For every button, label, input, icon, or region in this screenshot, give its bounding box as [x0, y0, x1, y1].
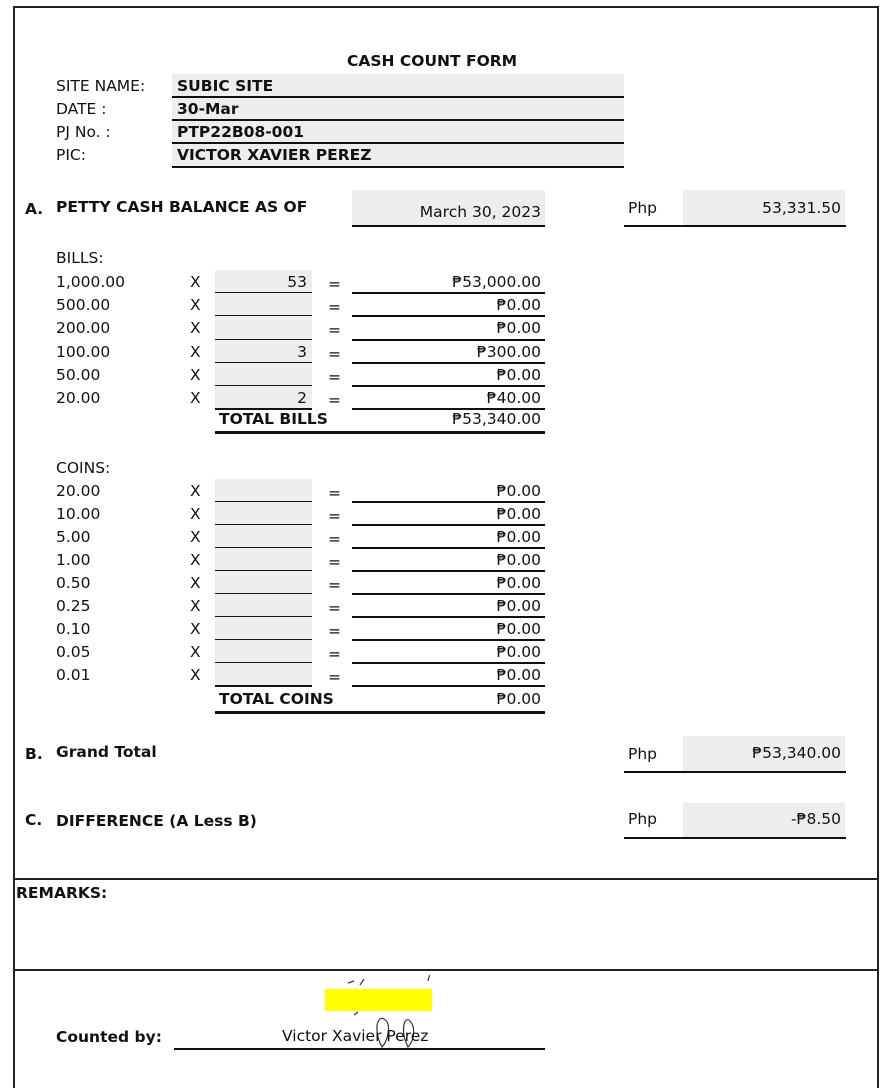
coins-header: COINS:: [56, 459, 111, 477]
bills-row-amount: ₱300.00: [476, 342, 541, 361]
section-a-date-underline: [352, 225, 545, 227]
quantity-cell: [215, 363, 312, 386]
coins-row-equals-sign: =: [328, 507, 341, 525]
bills-header: BILLS:: [56, 249, 104, 267]
total-bills-label: TOTAL BILLS: [219, 410, 328, 428]
bills-row-equals-sign: =: [328, 321, 341, 340]
coins-row-multiply-sign: X: [190, 620, 201, 638]
quantity-cell: [215, 594, 312, 617]
quantity-cell: [215, 316, 312, 339]
coins-row-equals-sign: =: [328, 622, 341, 640]
quantity-cell: [215, 663, 312, 686]
bills-row-equals-sign: =: [328, 391, 341, 409]
amount-underline: [352, 501, 545, 503]
amount-underline: [352, 570, 545, 572]
bills-row-equals-sign: =: [328, 275, 341, 293]
coins-row-amount: ₱0.00: [496, 528, 541, 546]
amount-underline: [352, 685, 545, 687]
bills-row-denomination: 20.00: [56, 389, 101, 407]
bills-row-multiply-sign: X: [190, 342, 201, 361]
coins-row-multiply-sign: X: [190, 482, 201, 500]
section-b-letter: B.: [25, 745, 43, 763]
coins-row-equals-sign: =: [328, 530, 341, 548]
bills-row-amount: ₱0.00: [496, 365, 541, 384]
section-c-label: DIFFERENCE (A Less B): [56, 812, 257, 830]
coins-row-amount: ₱0.00: [496, 666, 541, 684]
section-b-currency: Php: [628, 745, 658, 763]
coins-row-denomination: 10.00: [56, 505, 101, 523]
amount-underline: [352, 662, 545, 664]
amount-underline: [352, 315, 545, 317]
coins-row-multiply-sign: X: [190, 551, 201, 569]
amount-underline: [352, 339, 545, 341]
coins-row-amount: ₱0.00: [496, 574, 541, 592]
quantity-underline: [215, 685, 312, 687]
counted-by-name: Victor Xavier Perez: [282, 1027, 429, 1045]
bills-row-quantity: 53: [287, 273, 307, 291]
section-b-amount: ₱53,340.00: [752, 744, 841, 762]
coins-row-amount: ₱0.00: [496, 551, 541, 569]
section-c-letter: C.: [25, 811, 43, 829]
coins-row-denomination: 0.01: [56, 666, 91, 684]
section-a-date: March 30, 2023: [419, 203, 541, 221]
bills-row-amount: ₱40.00: [486, 389, 541, 407]
coins-row-denomination: 20.00: [56, 482, 101, 500]
quantity-cell: [215, 525, 312, 548]
section-a-amount: 53,331.50: [762, 199, 841, 217]
bills-row-quantity: 3: [297, 342, 307, 361]
coins-row-denomination: 0.50: [56, 574, 91, 592]
quantity-cell: [215, 617, 312, 640]
pic-underline: [172, 166, 624, 168]
coins-row-multiply-sign: X: [190, 574, 201, 592]
coins-row-denomination: 0.10: [56, 620, 91, 638]
bills-row-amount: ₱0.00: [496, 296, 541, 315]
remarks-top-divider: [13, 878, 877, 880]
pj-underline: [172, 142, 624, 144]
amount-underline: [352, 292, 545, 294]
coins-row-denomination: 1.00: [56, 551, 91, 569]
coins-row-amount: ₱0.00: [496, 643, 541, 661]
coins-row-amount: ₱0.00: [496, 620, 541, 638]
section-b-label: Grand Total: [56, 743, 157, 761]
coins-row-amount: ₱0.00: [496, 505, 541, 523]
form-title: CASH COUNT FORM: [347, 52, 518, 70]
amount-underline: [352, 547, 545, 549]
total-bills-underline: [215, 431, 545, 434]
coins-row-multiply-sign: X: [190, 597, 201, 615]
bills-row-multiply-sign: X: [190, 319, 201, 338]
bills-row-equals-sign: =: [328, 344, 341, 363]
date-underline: [172, 119, 624, 121]
coins-row-equals-sign: =: [328, 645, 341, 663]
coins-row-denomination: 0.25: [56, 597, 91, 615]
section-a-currency: Php: [628, 199, 658, 217]
amount-underline: [352, 385, 545, 387]
pic-value: VICTOR XAVIER PEREZ: [177, 146, 372, 164]
amount-underline: [352, 524, 545, 526]
total-coins-value: ₱0.00: [496, 690, 541, 708]
bills-row-denomination: 50.00: [56, 365, 101, 384]
bills-row-denomination: 500.00: [56, 296, 111, 315]
bills-row-denomination: 100.00: [56, 342, 111, 361]
bills-row-multiply-sign: X: [190, 296, 201, 315]
remarks-label: REMARKS:: [16, 884, 108, 902]
counted-by-label: Counted by:: [56, 1028, 162, 1046]
bills-row-amount: ₱53,000.00: [452, 273, 541, 291]
total-bills-value: ₱53,340.00: [452, 410, 541, 428]
section-a-underline: [624, 225, 846, 227]
coins-row-multiply-sign: X: [190, 528, 201, 546]
coins-row-denomination: 5.00: [56, 528, 91, 546]
section-b-underline: [624, 771, 846, 773]
amount-underline: [352, 362, 545, 364]
bills-row-equals-sign: =: [328, 298, 341, 317]
coins-row-amount: ₱0.00: [496, 597, 541, 615]
coins-row-equals-sign: =: [328, 553, 341, 571]
quantity-cell: [215, 293, 312, 316]
coins-row-equals-sign: =: [328, 668, 341, 686]
counted-by-underline: [174, 1048, 545, 1050]
coins-row-equals-sign: =: [328, 484, 341, 502]
bills-row-equals-sign: =: [328, 367, 341, 386]
bills-row-multiply-sign: X: [190, 273, 201, 291]
coins-row-amount: ₱0.00: [496, 482, 541, 500]
pic-label: PIC:: [56, 146, 86, 164]
coins-row-equals-sign: =: [328, 576, 341, 594]
date-value: 30-Mar: [177, 100, 239, 118]
bills-row-multiply-sign: X: [190, 389, 201, 407]
amount-underline: [352, 616, 545, 618]
section-c-amount: -₱8.50: [791, 810, 841, 828]
site-label: SITE NAME:: [56, 77, 146, 95]
section-a-letter: A.: [25, 200, 44, 218]
site-underline: [172, 96, 624, 98]
bills-row-denomination: 1,000.00: [56, 273, 126, 291]
section-c-underline: [624, 837, 846, 839]
date-label: DATE :: [56, 100, 107, 118]
remarks-bottom-divider: [13, 969, 877, 971]
bills-row-denomination: 200.00: [56, 319, 111, 338]
quantity-cell: [215, 571, 312, 594]
quantity-cell: [215, 502, 312, 525]
site-value: SUBIC SITE: [177, 77, 274, 95]
coins-row-multiply-sign: X: [190, 505, 201, 523]
bills-row-multiply-sign: X: [190, 365, 201, 384]
amount-underline: [352, 639, 545, 641]
coins-row-equals-sign: =: [328, 599, 341, 617]
total-coins-underline: [215, 711, 545, 714]
amount-underline: [352, 593, 545, 595]
quantity-cell: [215, 548, 312, 571]
quantity-cell: [215, 640, 312, 663]
section-c-currency: Php: [628, 810, 658, 828]
coins-row-multiply-sign: X: [190, 666, 201, 684]
bills-row-quantity: 2: [297, 389, 307, 407]
bills-row-amount: ₱0.00: [496, 319, 541, 338]
section-a-label: PETTY CASH BALANCE AS OF: [56, 198, 308, 216]
quantity-cell: [215, 479, 312, 502]
coins-row-multiply-sign: X: [190, 643, 201, 661]
pj-value: PTP22B08-001: [177, 123, 305, 141]
pj-label: PJ No. :: [56, 123, 111, 141]
coins-row-denomination: 0.05: [56, 643, 91, 661]
total-coins-label: TOTAL COINS: [219, 690, 334, 708]
